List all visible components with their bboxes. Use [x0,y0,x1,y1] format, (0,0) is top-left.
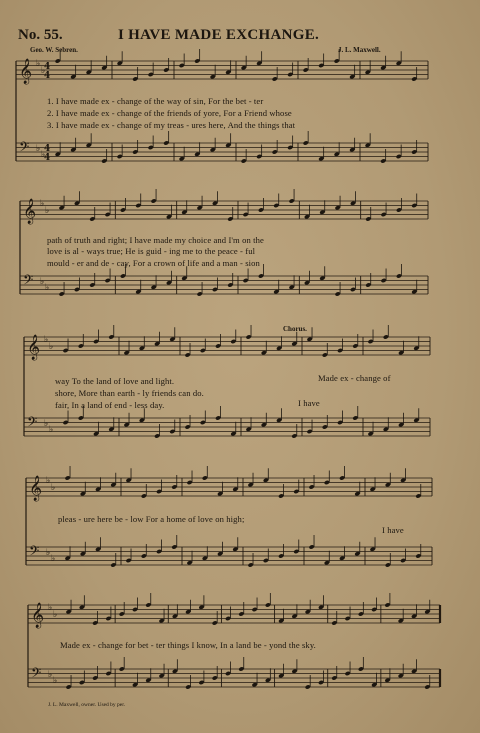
chorus-line-1b: I have [298,398,320,408]
verse-3-line-2: mould - er and de - cay, For a crown of life and a man - sion [47,258,260,268]
time-signature: 4 [44,71,51,81]
time-signature: 4 [44,144,51,154]
verse-1-line-1: 1. I have made ex - change of the way of sin, For the bet - ter [47,96,264,106]
bass-clef-icon: 𝄢 [19,139,30,158]
composer-credit: J. L. Maxwell. [338,46,381,54]
flat-icon: ♭ [48,603,53,613]
time-signature: 4 [44,62,51,72]
flat-icon: ♭ [46,548,51,558]
time-signature: 4 [44,153,51,163]
flat-icon: ♭ [41,66,46,76]
hymn-title: I HAVE MADE EXCHANGE. [118,27,320,43]
hymn-number: No. 55. [18,27,63,43]
verse-3-line-3: fair, In a land of end - less day. [55,400,165,410]
treble-clef-icon: 𝄞 [23,199,37,224]
flat-icon: ♭ [53,610,58,620]
bass-clef-icon: 𝄢 [27,414,38,433]
flat-icon: ♭ [45,206,50,216]
chorus-line-1: Made ex - change of [318,373,391,383]
verse-2-line-3: shore, More than earth - ly friends can do. [55,388,204,398]
flat-icon: ♭ [48,670,53,680]
flat-icon: ♭ [53,676,58,686]
bass-clef-icon: 𝄢 [23,272,34,291]
flat-icon: ♭ [36,59,41,69]
bass-clef-icon: 𝄢 [31,665,42,684]
chorus-line-2: pleas - ure here be - low For a home of love on high; [58,514,245,524]
bass-clef-icon: 𝄢 [29,543,40,562]
flat-icon: ♭ [45,283,50,293]
verse-2-line-2: love is al - ways true; He is guid - ing me to the peace - ful [47,246,256,256]
flat-icon: ♭ [44,419,49,429]
flat-icon: ♭ [41,150,46,160]
flat-icon: ♭ [44,335,49,345]
flat-icon: ♭ [40,277,45,287]
verse-2-line-1: 2. I have made ex - change of the friends of yore, For a Friend whose [47,108,292,118]
verse-1-line-3: way To the land of love and light. [55,376,175,386]
flat-icon: ♭ [49,342,54,352]
chorus-line-2-end: I have [382,525,404,535]
copyright-footer: J. L. Maxwell, owner. Used by per. [48,702,126,708]
flat-icon: ♭ [51,483,56,493]
flat-icon: ♭ [51,554,56,564]
flat-icon: ♭ [49,425,54,435]
lyricist-credit: Geo. W. Sebren. [30,46,78,54]
flat-icon: ♭ [40,199,45,209]
verse-3-line-1: 3. I have made ex - change of my treas - ures here, And the things that [47,120,296,130]
chorus-line-3: Made ex - change for bet - ter things I know, In a land be - yond the sky. [60,640,316,650]
verse-1-line-2: path of truth and right; I have made my choice and I'm on the [47,235,264,245]
flat-icon: ♭ [46,476,51,486]
flat-icon: ♭ [36,144,41,154]
treble-clef-icon: 𝄞 [27,335,41,360]
treble-clef-icon: 𝄞 [19,59,33,84]
chorus-label: Chorus. [283,325,307,333]
treble-clef-icon: 𝄞 [31,603,45,628]
treble-clef-icon: 𝄞 [29,476,43,501]
